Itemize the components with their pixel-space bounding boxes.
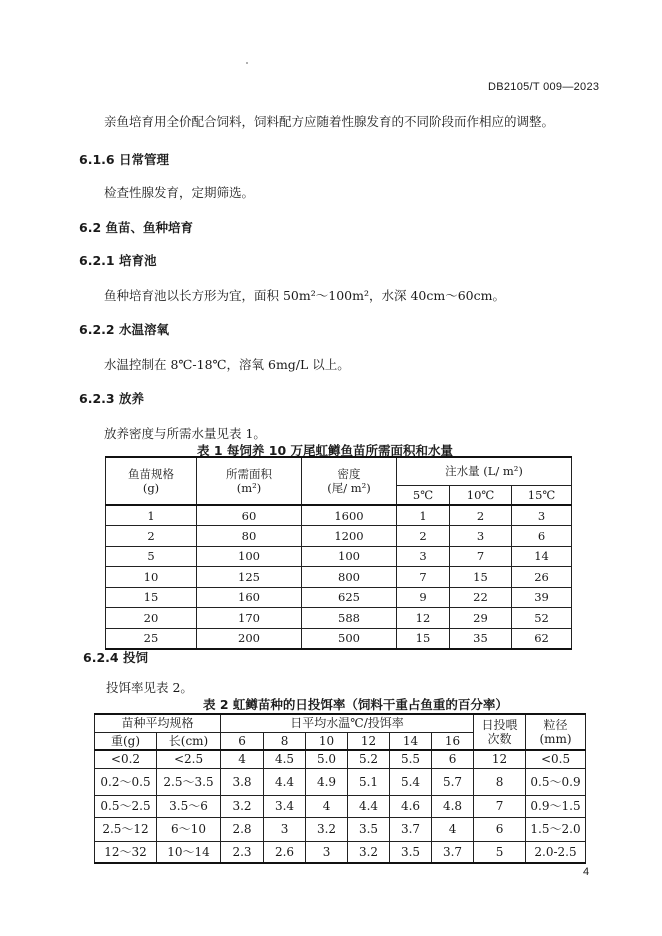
temp-header-cell: 10: [306, 732, 348, 750]
table-cell: 3: [264, 817, 306, 841]
table-row: [95, 750, 586, 768]
table-cell: 26: [512, 567, 572, 588]
table-row: [95, 817, 586, 841]
table-cell: 12: [397, 608, 450, 629]
header-cell: 长(cm): [157, 732, 221, 750]
paragraph: 水温控制在 8℃-18℃，溶氧 6mg/L 以上。: [104, 357, 350, 372]
table-cell: 800: [302, 567, 397, 588]
table-cell: 80: [197, 526, 302, 547]
table-cell: 5: [106, 546, 197, 567]
header-cell: 鱼苗规格 (g): [106, 457, 197, 505]
table-cell: 15: [450, 567, 512, 588]
table-cell: 6: [432, 750, 474, 768]
table-row: [95, 841, 586, 863]
table-cell: 100: [302, 546, 397, 567]
table-cell: 10: [106, 567, 197, 588]
table-cell: 52: [512, 608, 572, 629]
header-cell: 注水量 (L/ m²): [397, 457, 572, 485]
table-cell: 2: [106, 526, 197, 547]
table-cell: 3.2: [306, 817, 348, 841]
header-cell: 5℃: [397, 485, 450, 505]
paragraph: 检查性腺发育，定期筛选。: [104, 185, 255, 200]
table-row: [95, 795, 586, 817]
table-cell: 20: [106, 608, 197, 629]
table-cell: 12～32: [95, 841, 157, 863]
page-number: 4: [583, 866, 590, 878]
table-cell: 2.0-2.5: [526, 841, 586, 863]
table-cell: 2.6: [264, 841, 306, 863]
header-cell: 日投喂 次数: [474, 714, 526, 750]
table-cell: 3: [512, 505, 572, 526]
table-cell: <2.5: [157, 750, 221, 768]
table-cell: 2: [397, 526, 450, 547]
table-cell: 3.2: [221, 795, 264, 817]
table-cell: 1200: [302, 526, 397, 547]
table-cell: 3.7: [390, 817, 432, 841]
temp-header-cell: 8: [264, 732, 306, 750]
table-cell: 10～14: [157, 841, 221, 863]
table-cell: 1: [106, 505, 197, 526]
table-row: [106, 587, 572, 608]
table-row: [106, 628, 572, 649]
header-cell: 苗种平均规格: [95, 714, 221, 732]
table-cell: 3.4: [264, 795, 306, 817]
table-cell: 6～10: [157, 817, 221, 841]
header-cell: 密度 (尾/ m²): [302, 457, 397, 505]
header-cell: 10℃: [450, 485, 512, 505]
table-cell: 3: [450, 526, 512, 547]
table-cell: 14: [512, 546, 572, 567]
table-cell: 7: [474, 795, 526, 817]
table-cell: 100: [197, 546, 302, 567]
scan-speck: [246, 62, 248, 64]
paragraph: 放养密度与所需水量见表 1。: [104, 426, 266, 441]
table-cell: 588: [302, 608, 397, 629]
table-cell: 125: [197, 567, 302, 588]
header-cell: 日平均水温℃/投饵率: [221, 714, 474, 732]
table-cell: 12: [474, 750, 526, 768]
table-cell: 4.4: [348, 795, 390, 817]
section-heading: 6.2.2 水温溶氧: [79, 322, 169, 337]
paragraph: 鱼种培育池以长方形为宜，面积 50m²～100m²，水深 40cm～60cm。: [104, 288, 505, 303]
table-cell: 5.5: [390, 750, 432, 768]
table-row: [106, 567, 572, 588]
table-cell: 2.5～12: [95, 817, 157, 841]
header-cell: 所需面积 (m²): [197, 457, 302, 505]
table-cell: 9: [397, 587, 450, 608]
table2: [94, 713, 586, 864]
table-cell: 4.9: [306, 768, 348, 795]
section-heading: 6.1.6 日常管理: [79, 152, 169, 167]
table-cell: 3: [397, 546, 450, 567]
temp-header-cell: 14: [390, 732, 432, 750]
temp-header-cell: 6: [221, 732, 264, 750]
table1-caption: 表 1 每饲养 10 万尾虹鳟鱼苗所需面积和水量: [197, 443, 454, 458]
header-cell: 粒径 (mm): [526, 714, 586, 750]
table-row: [106, 608, 572, 629]
table-cell: 500: [302, 628, 397, 649]
section-heading: 6.2 鱼苗、鱼种培育: [79, 220, 193, 235]
paragraph: 投饵率见表 2。: [106, 680, 193, 695]
table1: [105, 456, 572, 650]
table-cell: 5.7: [432, 768, 474, 795]
temp-header-cell: 16: [432, 732, 474, 750]
table-cell: 7: [397, 567, 450, 588]
doc-number: DB2105/T 009—2023: [488, 81, 600, 93]
table-cell: 1: [397, 505, 450, 526]
table-cell: 170: [197, 608, 302, 629]
table-cell: 3.5: [348, 817, 390, 841]
table-cell: 3.7: [432, 841, 474, 863]
table-cell: 60: [197, 505, 302, 526]
table-cell: 3.2: [348, 841, 390, 863]
table-row: [106, 546, 572, 567]
section-heading: 6.2.4 投饲: [83, 650, 148, 665]
table-cell: 1600: [302, 505, 397, 526]
table-cell: 6: [474, 817, 526, 841]
section-heading: 6.2.3 放养: [79, 391, 144, 406]
header-cell: 重(g): [95, 732, 157, 750]
table-cell: 5: [474, 841, 526, 863]
header-cell: 15℃: [512, 485, 572, 505]
table-row: [95, 768, 586, 795]
table-cell: 200: [197, 628, 302, 649]
table-cell: 0.2～0.5: [95, 768, 157, 795]
table-cell: 29: [450, 608, 512, 629]
table-row: [106, 505, 572, 526]
table-cell: 2: [450, 505, 512, 526]
table-cell: 160: [197, 587, 302, 608]
table-cell: 0.5～2.5: [95, 795, 157, 817]
table-cell: 4.8: [432, 795, 474, 817]
table-cell: 3.5～6: [157, 795, 221, 817]
section-heading: 6.2.1 培育池: [79, 253, 157, 268]
table-cell: 8: [474, 768, 526, 795]
table-cell: 15: [106, 587, 197, 608]
table-cell: 4.5: [264, 750, 306, 768]
table-cell: 5.2: [348, 750, 390, 768]
table-cell: 35: [450, 628, 512, 649]
table-cell: 1.5～2.0: [526, 817, 586, 841]
table-cell: 3: [306, 841, 348, 863]
table-cell: 625: [302, 587, 397, 608]
table-cell: 22: [450, 587, 512, 608]
table-cell: 15: [397, 628, 450, 649]
table-cell: 2.8: [221, 817, 264, 841]
table-cell: 7: [450, 546, 512, 567]
table-cell: 6: [512, 526, 572, 547]
table2-caption: 表 2 虹鳟苗种的日投饵率（饲料干重占鱼重的百分率）: [203, 697, 508, 712]
table-cell: 25: [106, 628, 197, 649]
table-cell: 4.4: [264, 768, 306, 795]
table-cell: 0.9～1.5: [526, 795, 586, 817]
table-cell: 2.5～3.5: [157, 768, 221, 795]
table-cell: <0.5: [526, 750, 586, 768]
table-cell: 3.5: [390, 841, 432, 863]
table-cell: 5.0: [306, 750, 348, 768]
table-row: [106, 526, 572, 547]
table-cell: 2.3: [221, 841, 264, 863]
table-cell: 4.6: [390, 795, 432, 817]
temp-header-cell: 12: [348, 732, 390, 750]
table-cell: 5.1: [348, 768, 390, 795]
table-cell: 4: [432, 817, 474, 841]
paragraph: 亲鱼培育用全价配合饲料，饲料配方应随着性腺发育的不同阶段而作相应的调整。: [104, 114, 555, 129]
table-cell: 0.5～0.9: [526, 768, 586, 795]
table-cell: 3.8: [221, 768, 264, 795]
table-cell: 4: [306, 795, 348, 817]
table-cell: 4: [221, 750, 264, 768]
table-cell: 5.4: [390, 768, 432, 795]
table-cell: <0.2: [95, 750, 157, 768]
table-cell: 39: [512, 587, 572, 608]
table-cell: 62: [512, 628, 572, 649]
